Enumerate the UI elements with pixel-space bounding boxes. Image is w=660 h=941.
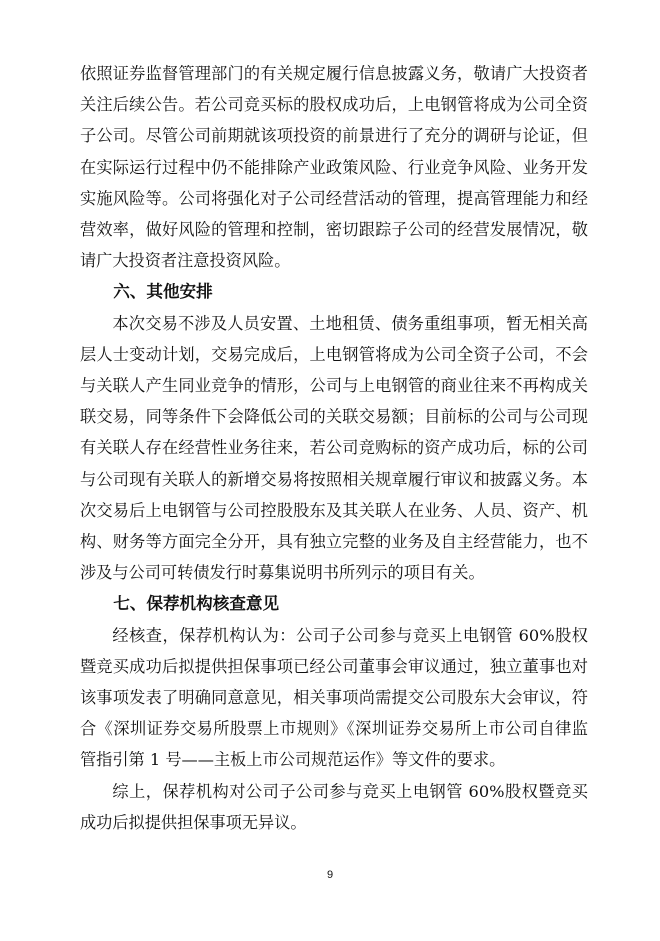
paragraph-sponsor-review: 经核查，保荐机构认为：公司子公司参与竞买上电钢管 60%股权暨竞买成功后拟提供担保事项已经公司董事会审议通过，独立董事也对该事项发表了明确同意意见，相关事项尚需提交公司股东大会审议，符合《深圳证券交易所股票上市规则》《深圳证券交易所上市公司自律监管指引第 1 号——主板上市公司规范运作》等文件的要求。: [80, 625, 588, 770]
paragraph-risk-disclosure: 依照证券监督管理部门的有关规定履行信息披露义务，敬请广大投资者关注后续公告。若公司竞买标的股权成功后，上电钢管将成为公司全资子公司。尽管公司前期就该项投资的前景进行了充分的调研与论证，但在实际运行过程中仍不能排除产业政策风险、行业竞争风险、业务开发实施风险等。公司将强化对子公司经营活动的管理，提高管理能力和经营效率，做好风险的管理和控制，密切跟踪子公司的经营发展情况，敬请广大投资者注意投资风险。: [80, 64, 588, 271]
page-number: 9: [326, 869, 334, 881]
heading-sponsor-opinion: 七、保荐机构核查意见: [113, 593, 280, 614]
paragraph-conclusion: 综上，保荐机构对公司子公司参与竞买上电钢管 60%股权暨竞买成功后拟提供担保事项无异议。: [80, 781, 588, 832]
document-body: [80, 58, 588, 838]
heading-other-arrangements: 六、其他安排: [113, 281, 213, 302]
paragraph-other-arrangements: 本次交易不涉及人员安置、土地租赁、债务重组事项，暂无相关高层人士变动计划，交易完成后，上电钢管将成为公司全资子公司，不会与关联人产生同业竞争的情形，公司与上电钢管的商业往来不再构成关联交易，同等条件下会降低公司的关联交易额；目前标的公司与公司现有关联人存在经营性业务往来，若公司竞购标的资产成功后，标的公司与公司现有关联人的新增交易将按照相关规章履行审议和披露义务。本次交易后上电钢管与公司控股股东及其关联人在业务、人员、资产、机构、财务等方面完全分开，具有独立完整的业务及自主经营能力，也不涉及与公司可转债发行时募集说明书所列示的项目有关。: [80, 313, 588, 583]
